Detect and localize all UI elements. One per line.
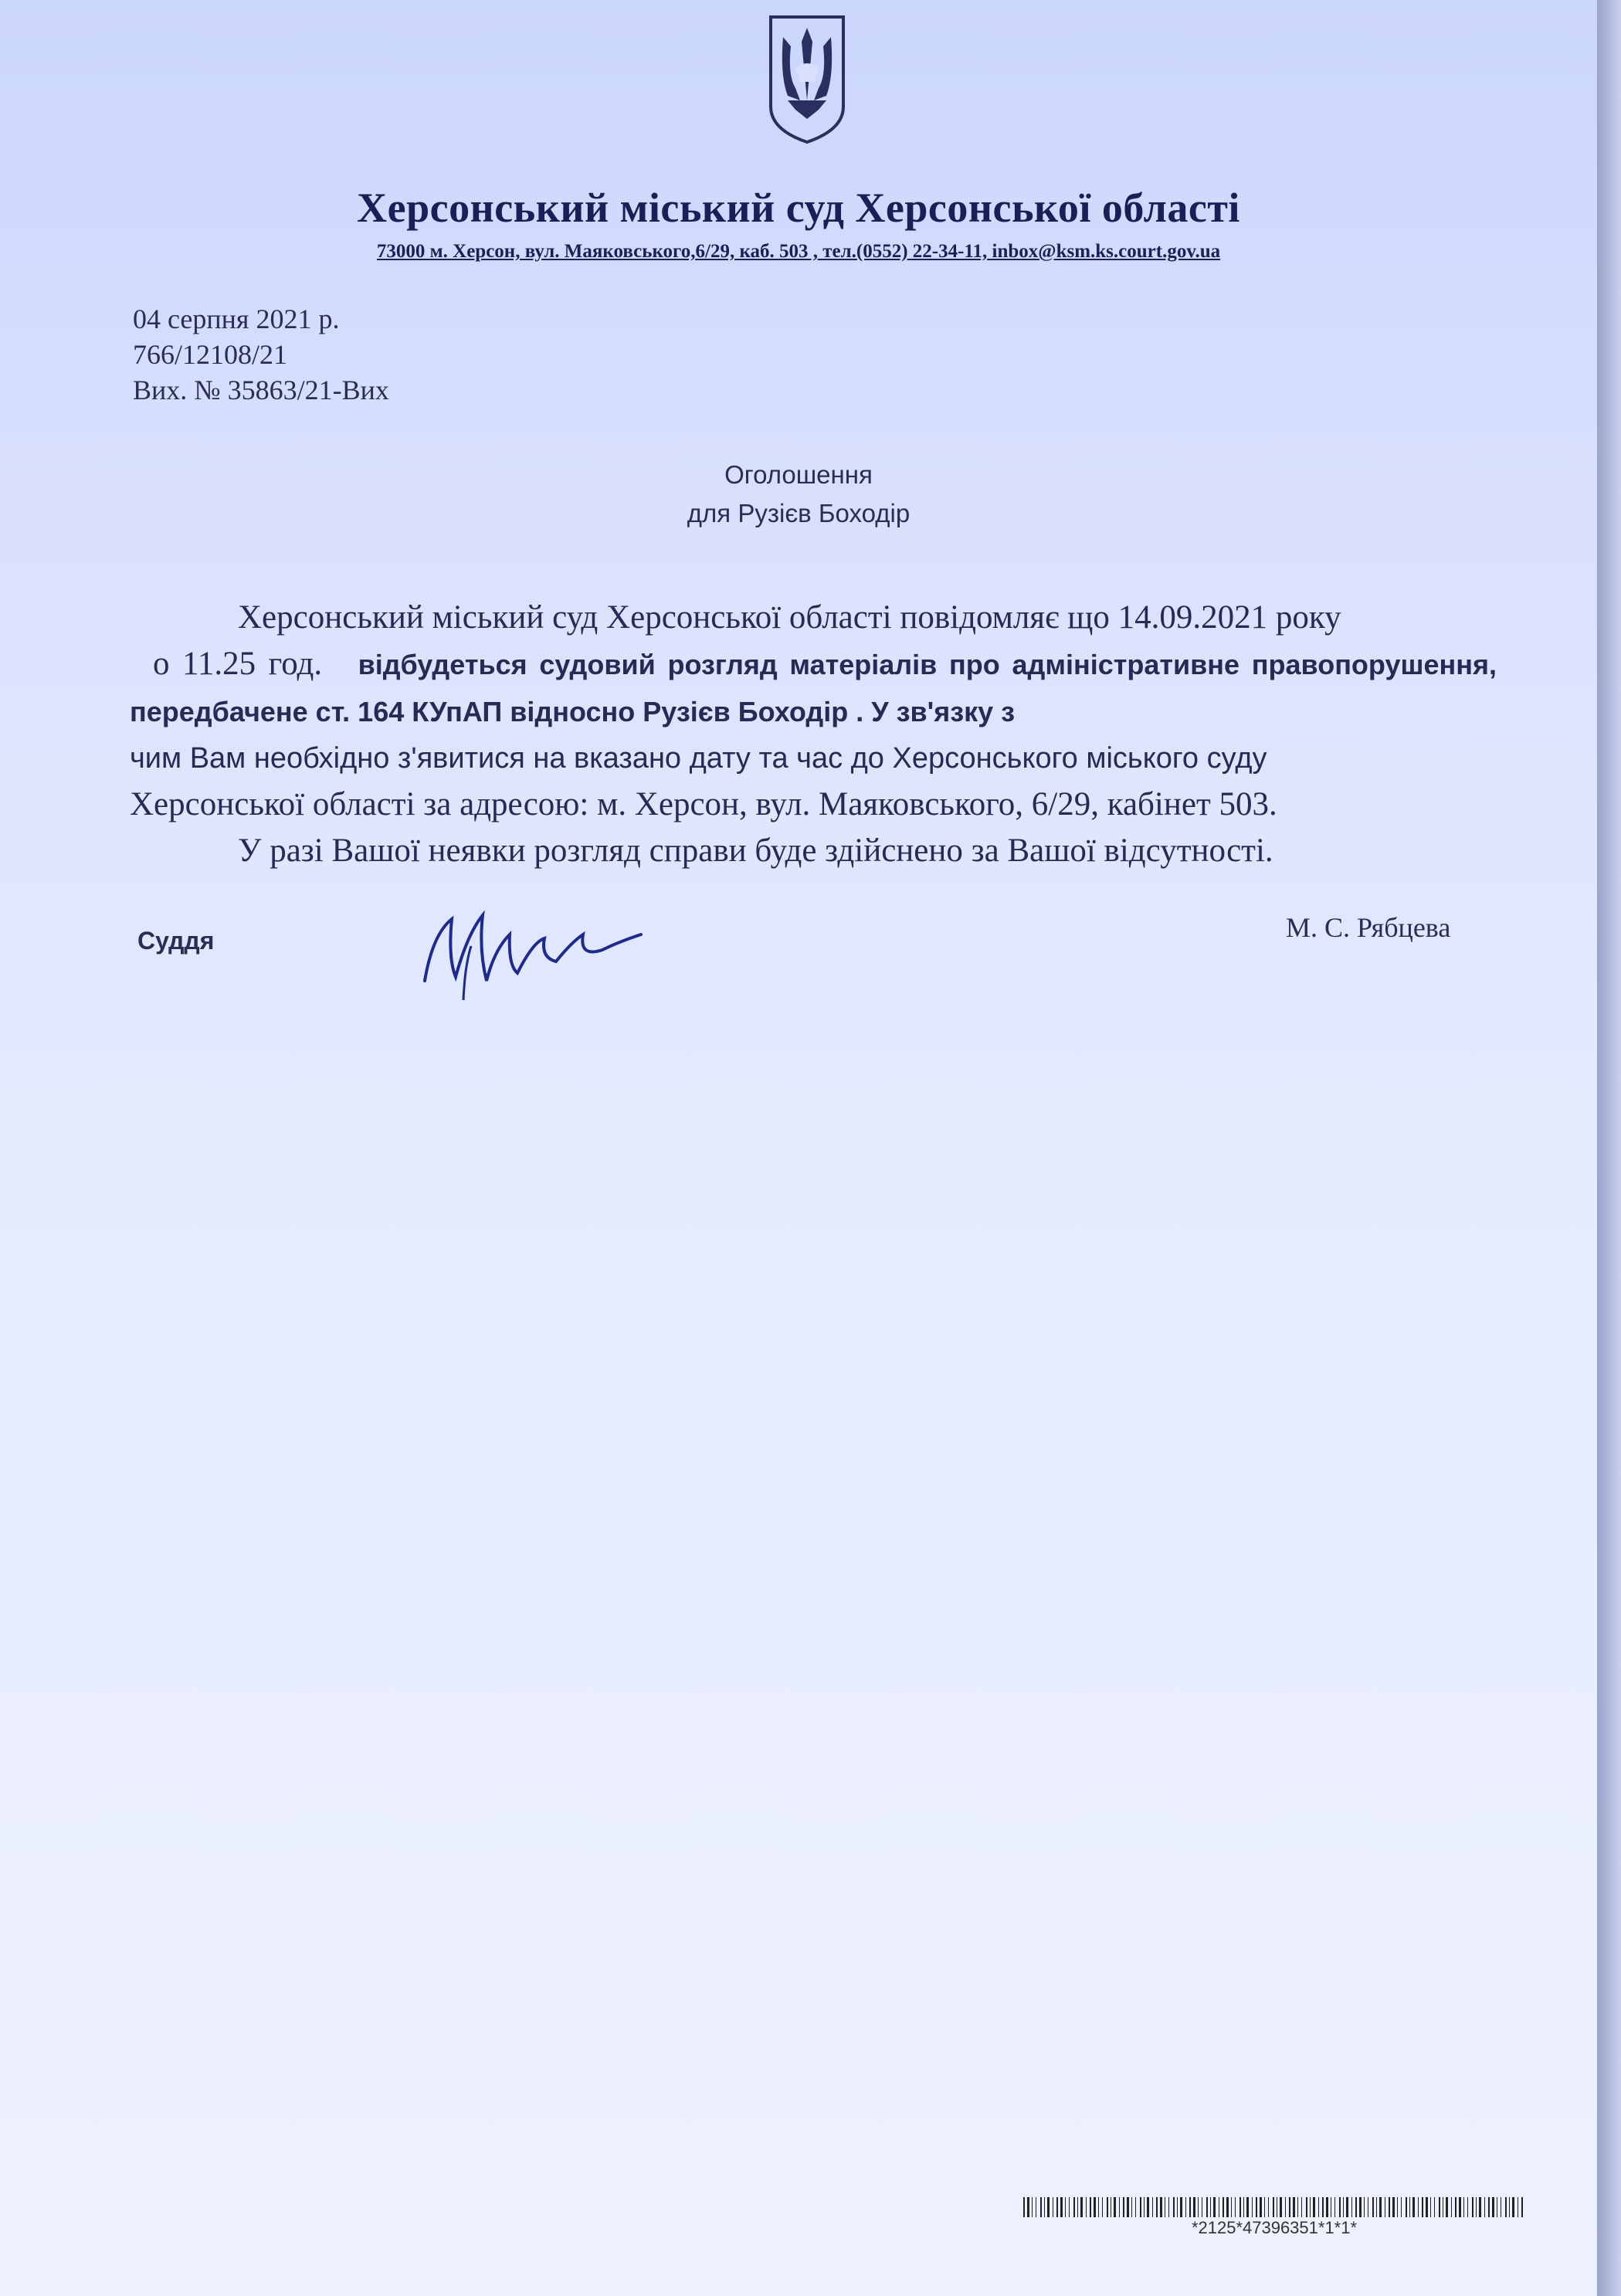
barcode-bar: [1119, 2197, 1120, 2217]
court-name-heading: Херсонський міський суд Херсонської області: [357, 185, 1240, 231]
barcode-bar: [1107, 2197, 1108, 2217]
barcode-bar: [1313, 2197, 1315, 2217]
barcode-bar: [1114, 2197, 1116, 2217]
barcode-bar: [1086, 2197, 1087, 2217]
barcode-bar: [1069, 2197, 1070, 2217]
notice-title: Оголошення: [724, 460, 873, 489]
barcode-bar: [1077, 2197, 1078, 2217]
barcode-bar: [1189, 2197, 1191, 2217]
barcode-bar: [1351, 2197, 1352, 2217]
barcode-bar: [1226, 2197, 1229, 2217]
notice-recipient: для Рузієв Боходір: [687, 499, 911, 527]
barcode-bar: [1479, 2197, 1481, 2217]
judge-label: Суддя: [137, 927, 215, 955]
barcode-bar: [1080, 2197, 1083, 2217]
barcode-bar: [1256, 2197, 1257, 2217]
barcode-bar: [1160, 2197, 1162, 2217]
barcode-text: *2125*47396351*1*1*: [1191, 2218, 1358, 2237]
barcode-bar: [1239, 2197, 1241, 2217]
barcode-bar: [1459, 2197, 1461, 2217]
document-date: 04 серпня 2021 р.: [133, 304, 340, 334]
barcode-bar: [1131, 2197, 1132, 2217]
barcode-bar: [1346, 2197, 1348, 2217]
judge-name: М. С. Рябцева: [1286, 912, 1451, 943]
barcode-bar: [1135, 2197, 1136, 2217]
hearing-time: о 11.25 год.: [153, 646, 323, 682]
barcode-bar: [1123, 2197, 1124, 2217]
barcode-bar: [1185, 2197, 1186, 2217]
barcode-bar: [1127, 2197, 1129, 2217]
barcode-bar: [1484, 2197, 1485, 2217]
barcode-bar: [1406, 2197, 1407, 2217]
barcode-bar: [1322, 2197, 1324, 2217]
background-edge: [1597, 0, 1621, 2296]
barcode-bar: [1273, 2197, 1274, 2217]
barcode-bar: [1060, 2197, 1063, 2217]
barcode-bar: [1206, 2197, 1208, 2217]
barcode-bar: [1094, 2197, 1096, 2217]
barcode-bar: [1173, 2197, 1175, 2217]
barcode-bar: [1193, 2197, 1195, 2217]
barcode-bar: [1451, 2197, 1452, 2217]
barcode-bar: [1268, 2197, 1269, 2217]
barcode-bar: [1318, 2197, 1319, 2217]
barcode-bar: [1379, 2197, 1382, 2217]
barcode-bar: [1235, 2197, 1236, 2217]
notice-body: [130, 595, 1497, 874]
body-line-2: [130, 641, 1497, 735]
body-line-3: чим Вам необхідно з'явитися на вказано дату та час до Херсонського міського суду: [130, 742, 1267, 775]
body-line-1: Херсонський міський суд Херсонської області повідомляє що 14.09.2021 року: [238, 599, 1341, 636]
barcode-bar: [1027, 2197, 1029, 2217]
barcode-bar: [1505, 2197, 1507, 2217]
barcode-bar: [1476, 2197, 1477, 2217]
barcode-bar: [1397, 2197, 1398, 2217]
barcode-bar: [1334, 2197, 1335, 2217]
barcode-bar: [1252, 2197, 1253, 2217]
barcode-bar: [1389, 2197, 1390, 2217]
barcode-bar: [1223, 2197, 1224, 2217]
barcode-bar: [1090, 2197, 1091, 2217]
barcode-bar: [1372, 2197, 1374, 2217]
barcode-bar: [1047, 2197, 1050, 2217]
barcode-bar: [1198, 2197, 1199, 2217]
barcode-bar: [1168, 2197, 1169, 2217]
barcode-bar: [1376, 2197, 1377, 2217]
barcode-bar: [1392, 2197, 1395, 2217]
barcode-bar: [1521, 2197, 1523, 2217]
barcode-bar: [1463, 2197, 1464, 2217]
barcode-bar: [1098, 2197, 1099, 2217]
notice-heading: [0, 456, 1597, 533]
barcode-bar: [1260, 2197, 1262, 2217]
barcode-bar: [1509, 2197, 1510, 2217]
barcode-bar: [1455, 2197, 1457, 2217]
barcode-bar: [1418, 2197, 1419, 2217]
barcode-bar: [1355, 2197, 1357, 2217]
barcode-bar: [1243, 2197, 1244, 2217]
barcode-bar: [1326, 2197, 1328, 2217]
barcode-bar: [1512, 2197, 1514, 2217]
document-meta: [133, 301, 389, 408]
barcode-bar: [1297, 2197, 1298, 2217]
barcode-bar: [1467, 2197, 1468, 2217]
hearing-details: відбудеться судовий розгляд матеріалів про адміністративне правопорушення, передбачене ст. 164 КУпАП відносно Рузієв Боходір . У зв'язку з: [130, 649, 1497, 727]
barcode-bar: [1102, 2197, 1103, 2217]
barcode: [1023, 2197, 1525, 2217]
barcode-bar: [1492, 2197, 1494, 2217]
barcode-bar: [1359, 2197, 1362, 2217]
barcode-bar: [1073, 2197, 1075, 2217]
barcode-bar: [1422, 2197, 1423, 2217]
barcode-bar: [1401, 2197, 1402, 2217]
barcode-bar: [1488, 2197, 1490, 2217]
barcode-bar: [1364, 2197, 1365, 2217]
barcode-bar: [1156, 2197, 1158, 2217]
barcode-bar: [1446, 2197, 1448, 2217]
barcode-bar: [1044, 2197, 1045, 2217]
barcode-bar: [1246, 2197, 1249, 2217]
trident-emblem-icon: [765, 14, 849, 145]
barcode-bar: [1426, 2197, 1428, 2217]
barcode-bar: [1285, 2197, 1286, 2217]
barcode-bar: [1472, 2197, 1473, 2217]
barcode-bar: [1023, 2197, 1025, 2217]
barcode-bar: [1343, 2197, 1344, 2217]
case-number: 766/12108/21: [133, 339, 288, 370]
barcode-bar: [1301, 2197, 1302, 2217]
absence-warning: У разі Вашої неявки розгляд справи буде здійснено за Вашої відсутності.: [238, 833, 1273, 869]
judge-signature: [417, 904, 649, 1004]
barcode-bar: [1056, 2197, 1058, 2217]
barcode-bar: [1280, 2197, 1282, 2217]
barcode-bar: [1140, 2197, 1141, 2217]
barcode-bar: [1339, 2197, 1341, 2217]
barcode-bar: [1213, 2197, 1216, 2217]
outgoing-number: Вих. № 35863/21-Вих: [133, 375, 389, 405]
barcode-bar: [1231, 2197, 1232, 2217]
barcode-bar: [1293, 2197, 1295, 2217]
barcode-bar: [1409, 2197, 1410, 2217]
barcode-bar: [1439, 2197, 1440, 2217]
barcode-bar: [1180, 2197, 1182, 2217]
barcode-bar: [1306, 2197, 1307, 2217]
barcode-bar: [1177, 2197, 1178, 2217]
barcode-bar: [1065, 2197, 1066, 2217]
barcode-bar: [1144, 2197, 1145, 2217]
barcode-bar: [1040, 2197, 1042, 2217]
barcode-bar: [1430, 2197, 1431, 2217]
barcode-bar: [1289, 2197, 1290, 2217]
barcode-bar: [1210, 2197, 1211, 2217]
body-line-4: Херсонської області за адресою: м. Херсон, вул. Маяковського, 6/29, кабінет 503.: [130, 786, 1277, 822]
barcode-bar: [1310, 2197, 1311, 2217]
barcode-bar: [1264, 2197, 1265, 2217]
barcode-bar: [1147, 2197, 1149, 2217]
barcode-bar: [1434, 2197, 1435, 2217]
barcode-bar: [1412, 2197, 1415, 2217]
barcode-bar: [1032, 2197, 1033, 2217]
court-address-line: 73000 м. Херсон, вул. Маяковського,6/29, каб. 503 , тел.(0552) 22-34-11, inbox@ksm.ks.court.gov.ua: [376, 241, 1221, 262]
barcode-bar: [1152, 2197, 1153, 2217]
